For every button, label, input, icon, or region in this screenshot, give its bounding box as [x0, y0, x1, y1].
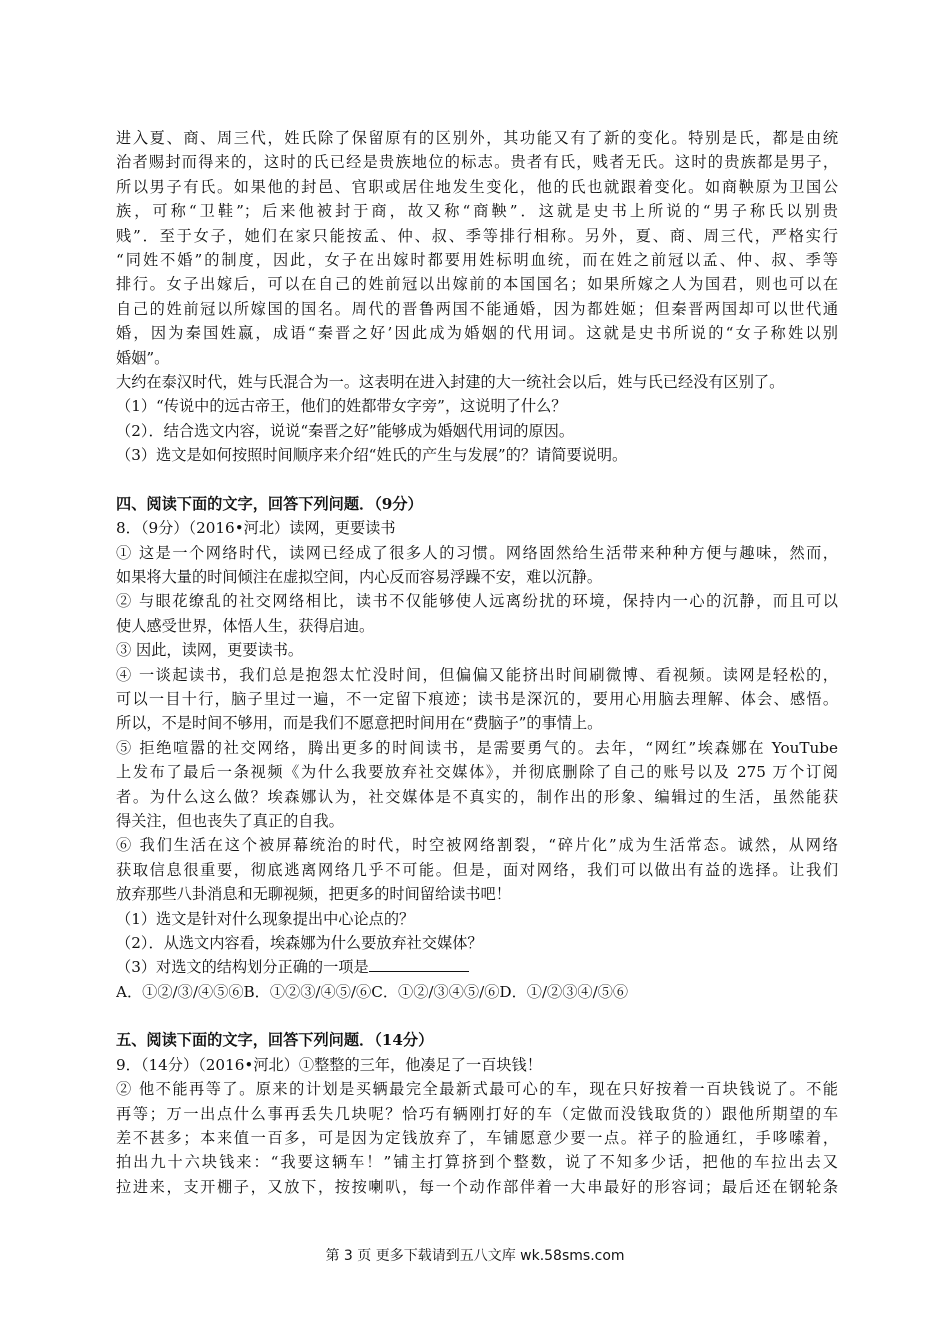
paragraph-line: 如果将大量的时间倾注在虚拟空间，内心反而容易浮躁不安，难以沉静。 — [116, 568, 602, 587]
spacer — [116, 1004, 838, 1028]
page-footer: 第 3 页 更多下载请到五八文库 wk.58sms.com — [325, 1248, 625, 1264]
spacer — [116, 467, 838, 491]
section-heading: 四、阅读下面的文字，回答下列问题．（9分） — [116, 494, 423, 513]
paragraph-line: 得关注，但也丧失了真正的自我。 — [116, 811, 344, 830]
passage-3-body — [116, 126, 838, 467]
paragraph-line: 上发布了最后一条视频《为什么我要放弃社交媒体》，并彻底删除了自己的账号以及 275 万个订阅 — [116, 763, 838, 782]
passage-line: 治者赐封而得来的，这时的氏已经是贵族地位的标志。贵者有氏，贱者无氏。这时的贵族都是男子， — [116, 153, 838, 172]
passage-line: 自己的姓前冠以所嫁国的国名。周代的晋鲁两国不能通婚，因为都姓姬；但秦晋两国却可以世代通 — [116, 299, 838, 318]
paragraph-line: ② 与眼花缭乱的社交网络相比，读书不仅能够使人远离纷扰的环境，保持内一心的沉静，而且可以 — [116, 592, 838, 611]
paragraph-line: 获取信息很重要，彻底逃离网络几乎不可能。但是，面对网络，我们可以做出有益的选择。让我们 — [116, 860, 838, 879]
paragraph-line: 拉进来，支开棚子，又放下，按按喇叭，每一个动作部伴着一大串最好的形容词；最后还在钢轮条 — [116, 1177, 838, 1196]
passage-line: 所以男子有氏。如果他的封邑、官职或居住地发生变化，他的氏也就跟着变化。如商鞅原为卫国公 — [116, 177, 838, 196]
answer-blank — [369, 955, 469, 972]
passage-line: 婚姻”。 — [116, 348, 170, 367]
passage-line: 族，可称“卫鞋”；后来他被封于商，故又称“商鞅”．这就是史书上所说的“男子称氏以别贵 — [116, 202, 838, 221]
document-page — [116, 126, 838, 1199]
section-4 — [116, 492, 838, 1004]
paragraph-line: 再等；万一出点什么事再丢失几块呢？恰巧有辆刚打好的车（定做而没钱取货的）跟他所期望的车 — [116, 1104, 838, 1123]
paragraph-line: ② 他不能再等了。原来的计划是买辆最完全最新式最可心的车，现在只好按着一百块钱说了。不能 — [116, 1080, 838, 1099]
section-5 — [116, 1028, 838, 1199]
passage-line: 排行。女子出嫁后，可以在自己的姓前冠以出嫁前的本国国名；如果所嫁之人为国君，则也可以在 — [116, 275, 838, 294]
question-item: （1）“传说中的远古帝王，他们的姓都带女字旁”，这说明了什么？ — [116, 397, 567, 416]
passage-last-paragraph: 大约在泰汉时代，姓与氏混合为一。这表明在进入封建的大一统社会以后，姓与氏已经没有区别了。 — [116, 372, 785, 391]
answer-options: A．①②/③/④⑤⑥B．①②③/④⑤/⑥C．①②/③④⑤/⑥D．①/②③④/⑤⑥ — [116, 982, 629, 1001]
paragraph-line: 放弃那些八卦消息和无聊视频，把更多的时间留给读书吧！ — [116, 885, 511, 904]
paragraph-line: ① 这是一个网络时代，读网已经成了很多人的习惯。网络固然给生活带来种种方便与趣味，然而， — [116, 543, 838, 562]
paragraph-line: 可以一目十行，脑子里过一遍，不一定留下痕迹；读书是深沉的，要用心用脑去理解、体会、感悟。 — [116, 689, 838, 708]
item-title: 9．（14分）（2016•河北）①整整的三年，他凑足了一百块钱！ — [116, 1055, 542, 1074]
paragraph-line: ④ 一谈起读书，我们总是抱怨太忙没时间，但偏偏又能挤出时间刷微博、看视频。读网是轻松的， — [116, 665, 838, 684]
paragraph-line: 使人感受世界，体悟人生，获得启迪。 — [116, 616, 375, 635]
question-item: （2）．结合选文内容，说说“秦晋之好”能够成为婚姻代用词的原因。 — [116, 421, 575, 440]
paragraph-line: 拍出九十六块钱来：“我要这辆车！”铺主打算挤到个整数，说了不知多少话，把他的车拉出去又 — [116, 1153, 838, 1172]
paragraph-line: 者。为什么这么做？埃森娜认为，社交媒体是不真实的，制作出的形象、编辑过的生活，虽然能获 — [116, 787, 838, 806]
section-heading: 五、阅读下面的文字，回答下列问题．（14分） — [116, 1031, 434, 1050]
question-item: （3）选文是如何按照时间顺序来介绍“姓氏的产生与发展”的？请简要说明。 — [116, 446, 628, 465]
paragraph-line: 差不甚多；本来值一百多，可是因为定钱放弃了，车铺愿意少要一点。祥子的脸通红，手哆嗦着， — [116, 1129, 838, 1148]
paragraph-line: ③ 因此，读网，更要读书。 — [116, 641, 304, 660]
question-item-with-blank — [116, 955, 838, 979]
passage-line: 婚，因为秦国姓嬴，成语“秦晋之好’因此成为婚姻的代用词。这就是史书所说的“女子称姓以别 — [116, 324, 838, 343]
item-title: 8．（9分）（2016•河北）读网，更要读书 — [116, 519, 396, 538]
question-item: （1）选文是针对什么现象提出中心论点的？ — [116, 909, 415, 928]
paragraph-line: ⑤ 拒绝喧嚣的社交网络，腾出更多的时间读书，是需要勇气的。去年，“网红”埃森娜在 YouTube — [116, 738, 838, 757]
paragraph-line: ⑥ 我们生活在这个被屏幕统治的时代，时空被网络割裂，“碎片化”成为生活常态。诚然，从网络 — [116, 836, 838, 855]
passage-line: “同姓不婚”的制度，因此，女子在出嫁时都要用姓标明血统，而在姓之前冠以孟、仲、叔、季等 — [116, 250, 838, 269]
passage-line: 进入夏、商、周三代，姓氏除了保留原有的区别外，其功能又有了新的变化。特别是氏，都是由统 — [116, 129, 838, 147]
paragraph-line: 所以，不是时间不够用，而是我们不愿意把时间用在“费脑子”的事情上。 — [116, 714, 603, 733]
question-text: （3）对选文的结构划分正确的一项是 — [116, 958, 369, 977]
passage-line: 贱”．至于女子，她们在家只能按孟、仲、叔、季等排行相称。另外，夏、商、周三代，严格实行 — [116, 226, 838, 245]
question-item: （2）．从选文内容看，埃森娜为什么要放弃社交媒体？ — [116, 933, 483, 952]
